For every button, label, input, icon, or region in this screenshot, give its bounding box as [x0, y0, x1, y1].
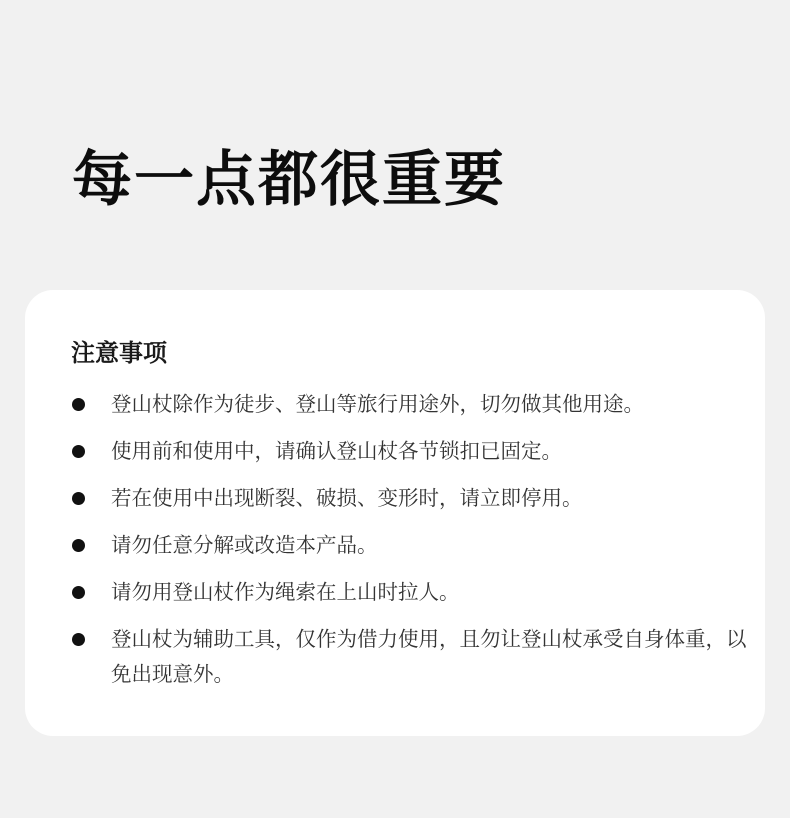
list-item: [71, 528, 751, 563]
list-item-text: 登山杖除作为徒步、登山等旅行用途外，切勿做其他用途。: [111, 392, 644, 416]
bullet-icon: [72, 539, 85, 552]
card-heading: 注意事项: [71, 339, 167, 367]
bullet-icon: [72, 633, 85, 646]
list-item-text: 登山杖为辅助工具，仅作为借力使用，且勿让登山杖承受自身体重，以免出现意外。: [111, 627, 747, 686]
list-item-text: 请勿任意分解或改造本产品。: [111, 533, 378, 557]
list-item: [71, 387, 751, 422]
list-item: [71, 622, 751, 692]
list-item-text: 请勿用登山杖作为绳索在上山时拉人。: [111, 580, 460, 604]
bullet-icon: [72, 445, 85, 458]
list-item-text: 若在使用中出现断裂、破损、变形时，请立即停用。: [111, 486, 583, 510]
page-title: 每一点都很重要: [72, 145, 506, 215]
list-item-text: 使用前和使用中，请确认登山杖各节锁扣已固定。: [111, 439, 562, 463]
bullet-icon: [72, 398, 85, 411]
notice-list: [71, 387, 751, 704]
list-item: [71, 434, 751, 469]
list-item: [71, 481, 751, 516]
bullet-icon: [72, 586, 85, 599]
list-item: [71, 575, 751, 610]
bullet-icon: [72, 492, 85, 505]
notice-card: [25, 290, 765, 736]
